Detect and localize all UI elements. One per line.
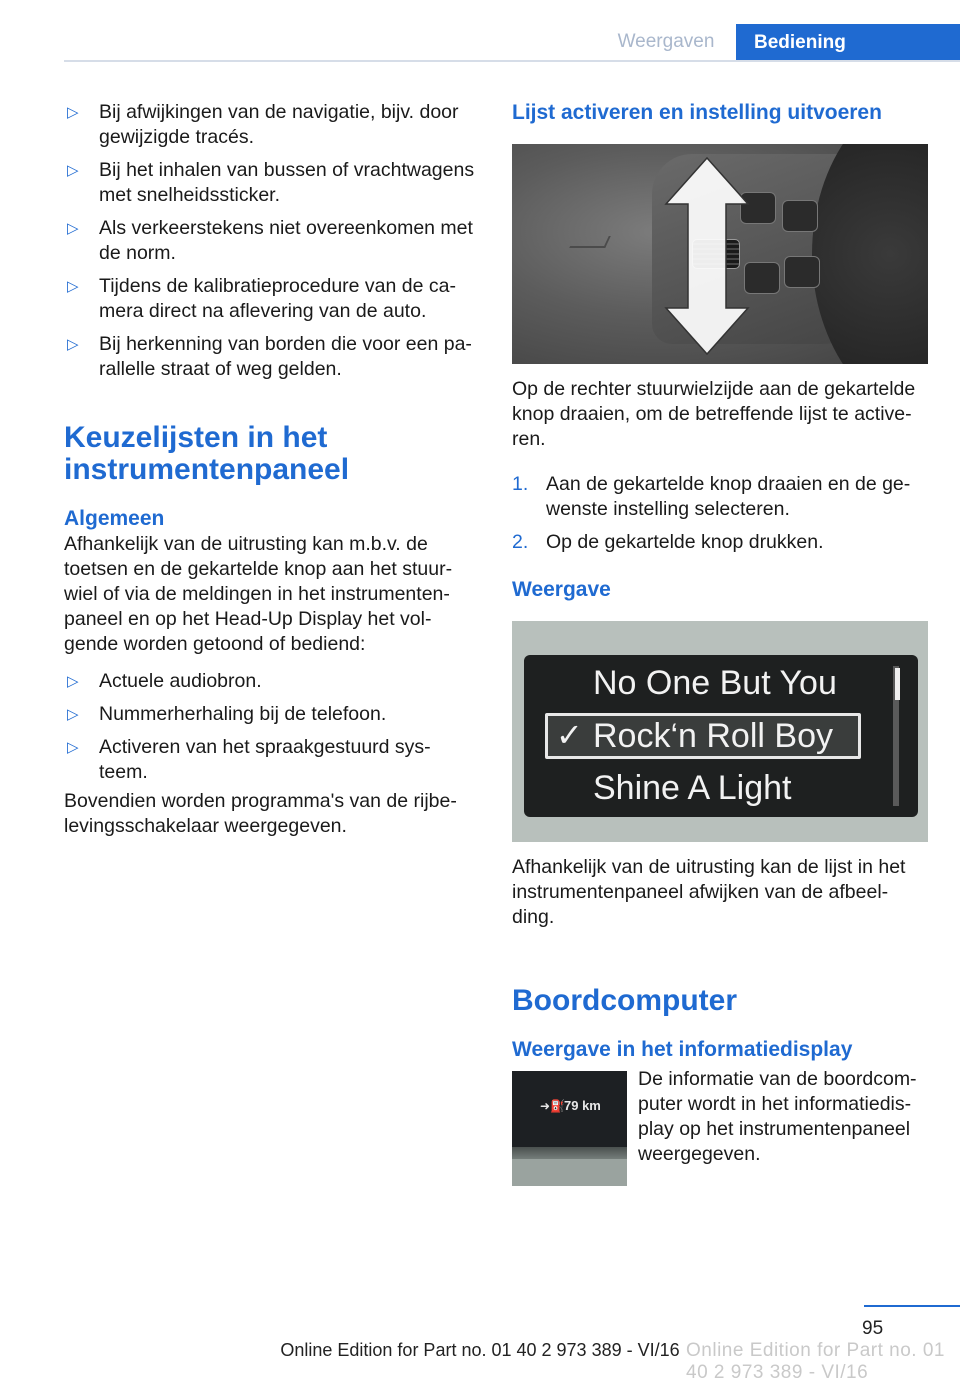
- list-item: ▷ Nummerherhaling bij de telefoon.: [67, 703, 387, 725]
- boordcomputer-block: [512, 1068, 928, 1189]
- list-item: ▷ Bij herkenning van borden die voor een pa‐ rallelle straat of weg gelden.: [67, 333, 472, 380]
- up-down-arrow-icon: [662, 156, 752, 356]
- header-tab-bediening[interactable]: Bediening: [736, 24, 960, 61]
- triangle-bullet-icon: ▷: [67, 739, 79, 756]
- list-item: ▷ Actuele audiobron.: [67, 670, 262, 692]
- fuel-pump-icon: ➜⛽: [540, 1099, 565, 1113]
- subsection-title-weergave: Weergave: [512, 578, 611, 601]
- paragraph-activeren: Op de rechter stuurwielzijde aan de gekartelde knop draaien, om de betreffende lijst te active‐ ren.: [512, 378, 916, 450]
- list-display-image: [512, 621, 928, 842]
- triangle-bullet-icon: ▷: [67, 162, 79, 179]
- display-row-3: Shine A Light: [593, 769, 792, 807]
- steering-wheel-image: [512, 144, 928, 364]
- outro-paragraph: Bovendien worden programma's van de rijbe‐ levingsschakelaar weergegeven.: [64, 790, 457, 837]
- subsection-title-informatiedisplay: Weergave in het informatiedisplay: [512, 1038, 853, 1061]
- triangle-bullet-icon: ▷: [67, 336, 79, 353]
- triangle-bullet-icon: ▷: [67, 706, 79, 723]
- triangle-bullet-icon: ▷: [67, 220, 79, 237]
- list-item: ▷ Bij het inhalen van bussen of vrachtwagens met snelheidssticker.: [67, 159, 475, 206]
- list-item: ▷ Bij afwijkingen van de navigatie, bijv. door gewijzigde tracés.: [67, 101, 459, 148]
- section-title-keuzelijsten: Keuzelijsten in het instrumentenpaneel: [64, 421, 350, 486]
- triangle-bullet-icon: ▷: [67, 278, 79, 295]
- bullet-list-top: [64, 100, 480, 382]
- display-row-2: Rock‘n Roll Boy: [593, 717, 833, 755]
- footer-divider: [864, 1305, 960, 1307]
- range-value: 79 km: [564, 1098, 601, 1113]
- numbered-steps: [512, 472, 928, 555]
- display-scroll-thumb: [895, 668, 900, 700]
- paragraph-afwijken: Afhankelijk van de uitrusting kan de lijst in het instrumentenpaneel afwijken van de afbeel‐ ding.: [512, 856, 906, 928]
- section-title-boordcomputer: Boordcomputer: [512, 984, 737, 1017]
- horn-icon: [569, 236, 611, 248]
- watermark: Online Edition for Part no. 01 40 2 973 389 - VI/16: [686, 1340, 945, 1383]
- header-divider: [64, 60, 960, 62]
- right-column: [512, 100, 928, 1189]
- paragraph-boordcomputer: De informatie van de boordcom‐ puter wordt in het informatiedis‐ play op het instrumentenpaneel weergegeven.: [638, 1068, 917, 1165]
- list-item: ▷ Tijdens de kalibratieprocedure van de ca‐ mera direct na aflevering van de auto.: [67, 275, 456, 322]
- info-display-image: [512, 1071, 627, 1186]
- list-item: ▷ Activeren van het spraakgestuurd sys‐ teem.: [67, 736, 431, 783]
- list-item: 2. Op de gekartelde knop drukken.: [512, 531, 824, 553]
- list-item: 1. Aan de gekartelde knop draaien en de ge‐ wenste instelling selecteren.: [512, 473, 911, 520]
- display-row-1: No One But You: [593, 664, 837, 702]
- triangle-bullet-icon: ▷: [67, 104, 79, 121]
- check-icon: ✓: [556, 717, 583, 753]
- bullet-list-mid: [64, 669, 480, 785]
- intro-paragraph: Afhankelijk van de uitrusting kan m.b.v. de toetsen en de gekartelde knop aan het stuur‐ wiel of via de meldingen in het instrumenten‐ paneel en op het Head-Up Display het vol‐ gende worden getoond of bediend:: [64, 533, 453, 655]
- list-item: ▷ Als verkeerstekens niet overeenkomen met de norm.: [67, 217, 473, 264]
- subsection-title-algemeen: Algemeen: [64, 507, 165, 530]
- subsection-title-lijst-activeren: Lijst activeren en instelling uitvoeren: [512, 101, 882, 124]
- edition-note: Online Edition for Part no. 01 40 2 973 389 - VI/16: [280, 1340, 680, 1360]
- header-tab-weergaven[interactable]: Weergaven: [617, 31, 715, 52]
- page-number: 95: [862, 1318, 884, 1339]
- triangle-bullet-icon: ▷: [67, 673, 79, 690]
- left-column: [64, 100, 480, 839]
